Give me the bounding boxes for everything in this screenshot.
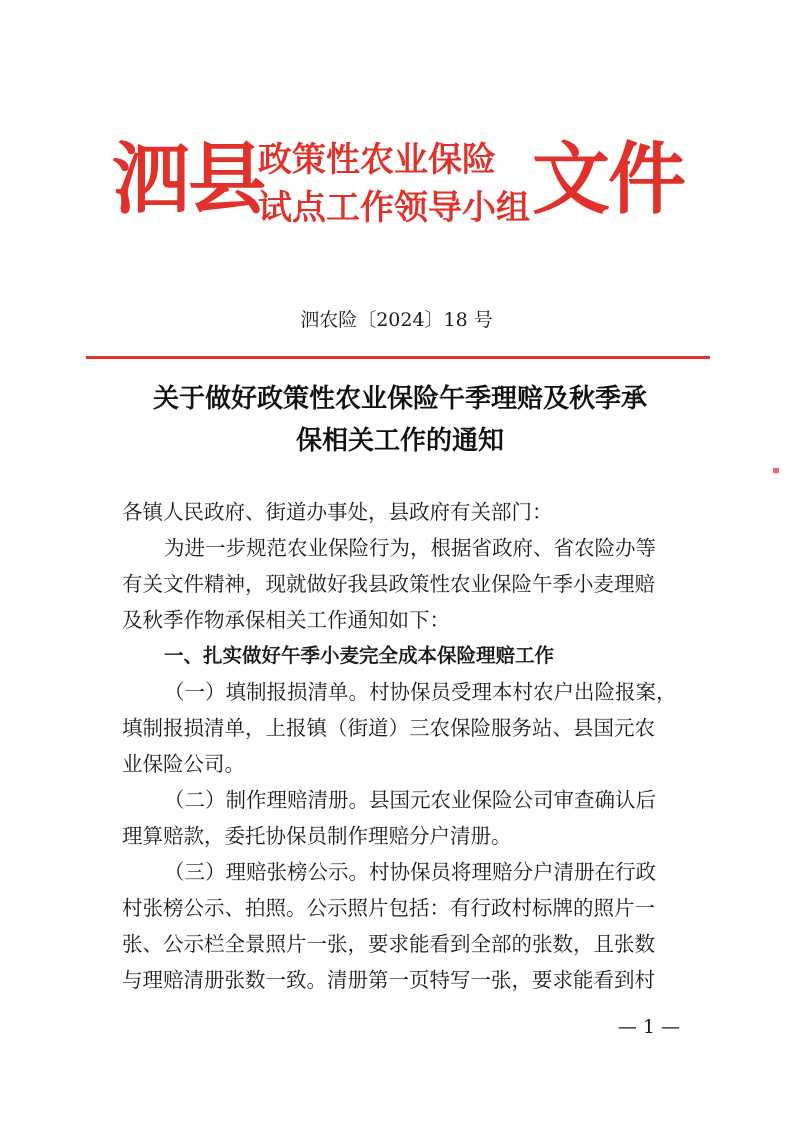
- paragraph-line: 张、公示栏全景照片一张，要求能看到全部的张数，且张数: [122, 932, 655, 956]
- masthead-org-line2: 试点工作领导小组: [258, 188, 530, 228]
- paragraph-line: 及秋季作物承保相关工作通知如下：: [122, 608, 450, 632]
- paragraph-line: 填制报损清单，上报镇（街道）三农保险服务站、县国元农: [122, 716, 655, 740]
- document-body: [122, 494, 682, 998]
- paragraph-line: 为进一步规范农业保险行为，根据省政府、省农险办等: [164, 536, 656, 560]
- masthead-county: 泗县: [112, 134, 265, 225]
- document-title: [100, 378, 700, 462]
- salutation: 各镇人民政府、街道办事处，县政府有关部门：: [122, 500, 553, 524]
- paragraph-line: 理算赔款，委托协保员制作理赔分户清册。: [122, 824, 512, 848]
- red-divider: [86, 356, 710, 359]
- paragraph-line: （一）填制报损清单。村协保员受理本村农户出险报案，: [164, 680, 677, 704]
- paragraph-line: 业保险公司。: [122, 752, 245, 776]
- masthead: [112, 128, 685, 238]
- section-heading: 一、扎实做好午季小麦完全成本保险理赔工作: [164, 644, 555, 667]
- paragraph-line: （二）制作理赔清册。县国元农业保险公司审查确认后: [164, 788, 656, 812]
- title-line: 保相关工作的通知: [295, 426, 504, 456]
- document-number: 泗农险〔2024〕18 号: [300, 309, 493, 331]
- paragraph-line: （三）理赔张榜公示。村协保员将理赔分户清册在行政: [164, 860, 656, 884]
- page-number: — 1 —: [617, 1016, 680, 1038]
- paragraph-line: 有关文件精神，现就做好我县政策性农业保险午季小麦理赔: [122, 572, 655, 596]
- masthead-document: 文件: [532, 134, 685, 225]
- scan-edge-mark: [773, 468, 779, 473]
- title-line: 关于做好政策性农业保险午季理赔及秋季承: [152, 384, 647, 414]
- masthead-org-line1: 政策性农业保险: [258, 140, 496, 180]
- paragraph-line: 村张榜公示、拍照。公示照片包括：有行政村标牌的照片一: [122, 896, 655, 920]
- paragraph-line: 与理赔清册张数一致。清册第一页特写一张，要求能看到村: [122, 968, 655, 992]
